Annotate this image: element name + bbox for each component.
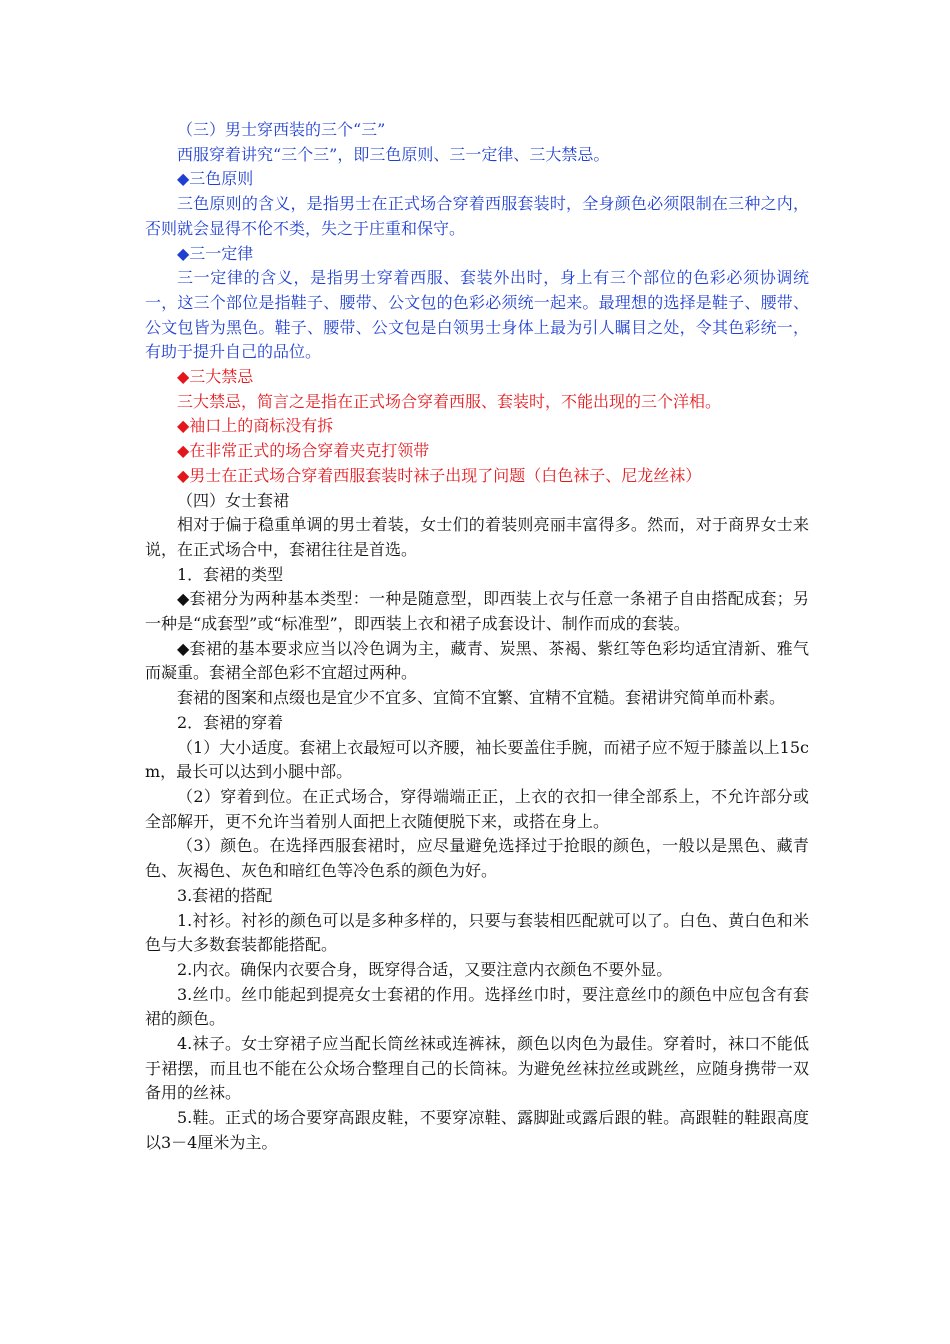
- rule-text: 三一定律的含义，是指男士穿着西服、套装外出时，身上有三个部位的色彩必须协调统一，这三个部位是指鞋子、腰带、公文包的色彩必须统一起来。最理想的选择是鞋子、腰带、公文包皆为黑色。鞋子、腰带、公文包是白领男士身体上最为引人瞩目之处，令其色彩统一，有助于提升自己的品位。: [145, 268, 809, 362]
- document-page: [145, 118, 809, 1156]
- wear-paragraph: （3）颜色。在选择西服套裙时，应尽量避免选择过于抢眼的颜色，一般以是黑色、藏青色、灰褐色、灰色和暗红色等冷色系的颜色为好。: [145, 836, 809, 881]
- color-principle-title: ◆三色原则: [177, 169, 254, 189]
- taboo-item: ◆男士在正式场合穿着西服套装时袜子出现了问题（白色袜子、尼龙丝袜）: [177, 465, 702, 485]
- rule-title: ◆三一定律: [177, 243, 254, 263]
- section4-intro: 相对于偏于稳重单调的男士着装，女士们的着装则亮丽丰富得多。然而，对于商界女士来说，在正式场合中，套裙往往是首选。: [145, 515, 809, 559]
- taboo-item: ◆在非常正式的场合穿着夹克打领带: [177, 441, 430, 461]
- section3-heading: （三）男士穿西装的三个“三”: [177, 120, 386, 139]
- taboo-text: 三大禁忌，简言之是指在正式场合穿着西服、套装时，不能出现的三个洋相。: [177, 391, 722, 411]
- wear-paragraph: （1）大小适度。套裙上衣最短可以齐腰，袖长要盖住手腕，而裙子应不短于膝盖以上15cm，最长可以达到小腿中部。: [145, 737, 809, 782]
- wear-paragraph: （2）穿着到位。在正式场合，穿得端端正正，上衣的衣扣一律全部系上，不允许部分或全部解开，更不允许当着别人面把上衣随便脱下来，或搭在身上。: [145, 786, 809, 831]
- types-paragraph: 套裙的图案和点缀也是宜少不宜多、宜简不宜繁、宜精不宜糙。套裙讲究简单而朴素。: [177, 688, 786, 708]
- match-paragraph: 3.丝巾。丝巾能起到提亮女士套裙的作用。选择丝巾时，要注意丝巾的颜色中应包含有套裙的颜色。: [145, 984, 809, 1029]
- types-title: 1．套裙的类型: [177, 564, 284, 584]
- section3-intro: 西服穿着讲究“三个三”，即三色原则、三一定律、三大禁忌。: [177, 144, 610, 164]
- match-paragraph: 5.鞋。正式的场合要穿高跟皮鞋，不要穿凉鞋、露脚趾或露后跟的鞋。高跟鞋的鞋跟高度以3－4厘米为主。: [145, 1108, 809, 1152]
- match-paragraph: 2.内衣。确保内衣要合身，既穿得合适，又要注意内衣颜色不要外显。: [177, 959, 673, 979]
- match-paragraph: 4.袜子。女士穿裙子应当配长筒丝袜或连裤袜，颜色以肉色为最佳。穿着时，袜口不能低于裙摆，而且也不能在公众场合整理自己的长筒袜。为避免丝袜拉丝或跳丝，应随身携带一双备用的丝袜。: [145, 1034, 809, 1103]
- taboo-title: ◆三大禁忌: [177, 367, 254, 387]
- types-paragraph: ◆套裙分为两种基本类型：一种是随意型，即西装上衣与任意一条裙子自由搭配成套；另一种是“成套型”或“标准型”，即西装上衣和裙子成套设计、制作而成的套装。: [145, 589, 809, 634]
- taboo-item: ◆袖口上的商标没有拆: [177, 416, 334, 436]
- wear-title: 2．套裙的穿着: [177, 712, 284, 732]
- color-principle-text: 三色原则的含义，是指男士在正式场合穿着西服套装时，全身颜色必须限制在三种之内，否则就会显得不伦不类，失之于庄重和保守。: [145, 194, 809, 238]
- section4-heading: （四）女士套裙: [177, 490, 290, 510]
- match-paragraph: 1.衬衫。衬衫的颜色可以是多种多样的，只要与套装相匹配就可以了。白色、黄白色和米色与大多数套装都能搭配。: [145, 910, 809, 955]
- types-paragraph: ◆套裙的基本要求应当以冷色调为主，藏青、炭黑、茶褐、紫红等色彩均适宜清新、雅气而凝重。套裙全部色彩不宜超过两种。: [145, 638, 809, 683]
- match-title: 3.套裙的搭配: [177, 885, 273, 905]
